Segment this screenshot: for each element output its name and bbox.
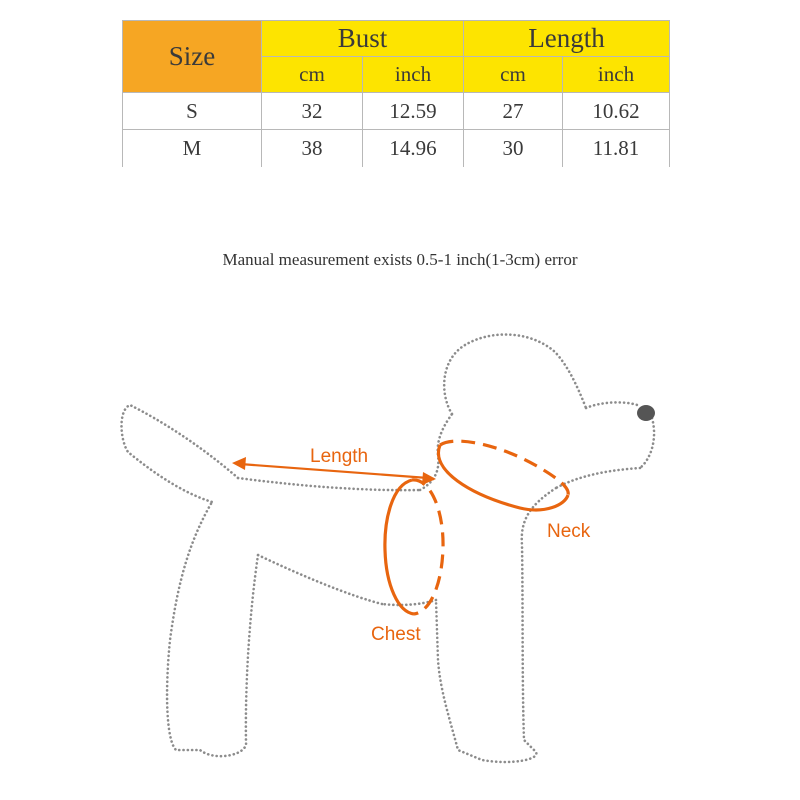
bust-inch-header: inch xyxy=(363,57,464,93)
bust-inch-cell: 12.59 xyxy=(363,93,464,130)
length-inch-header: inch xyxy=(563,57,670,93)
chest-label: Chest xyxy=(371,624,421,645)
chest-ellipse xyxy=(385,480,443,614)
measurement-note: Manual measurement exists 0.5-1 inch(1-3cm) error xyxy=(222,250,578,269)
size-cell: S xyxy=(123,93,262,130)
length-cm-cell: 30 xyxy=(464,130,563,167)
length-inch-cell: 11.81 xyxy=(563,130,670,167)
length-label: Length xyxy=(310,446,369,467)
neck-ellipse xyxy=(438,441,568,510)
size-cell: M xyxy=(123,130,262,167)
bust-cm-cell: 38 xyxy=(262,130,363,167)
size-column-header: Size xyxy=(123,21,262,93)
dog-outline xyxy=(122,335,655,763)
bust-inch-cell: 14.96 xyxy=(363,130,464,167)
dog-nose-icon xyxy=(637,405,655,421)
bust-cm-header: cm xyxy=(262,57,363,93)
neck-label: Neck xyxy=(547,521,591,542)
length-cm-cell: 27 xyxy=(464,93,563,130)
length-cm-header: cm xyxy=(464,57,563,93)
length-inch-cell: 10.62 xyxy=(563,93,670,130)
bust-group-header: Bust xyxy=(262,21,464,57)
bust-cm-cell: 32 xyxy=(262,93,363,130)
length-group-header: Length xyxy=(464,21,670,57)
